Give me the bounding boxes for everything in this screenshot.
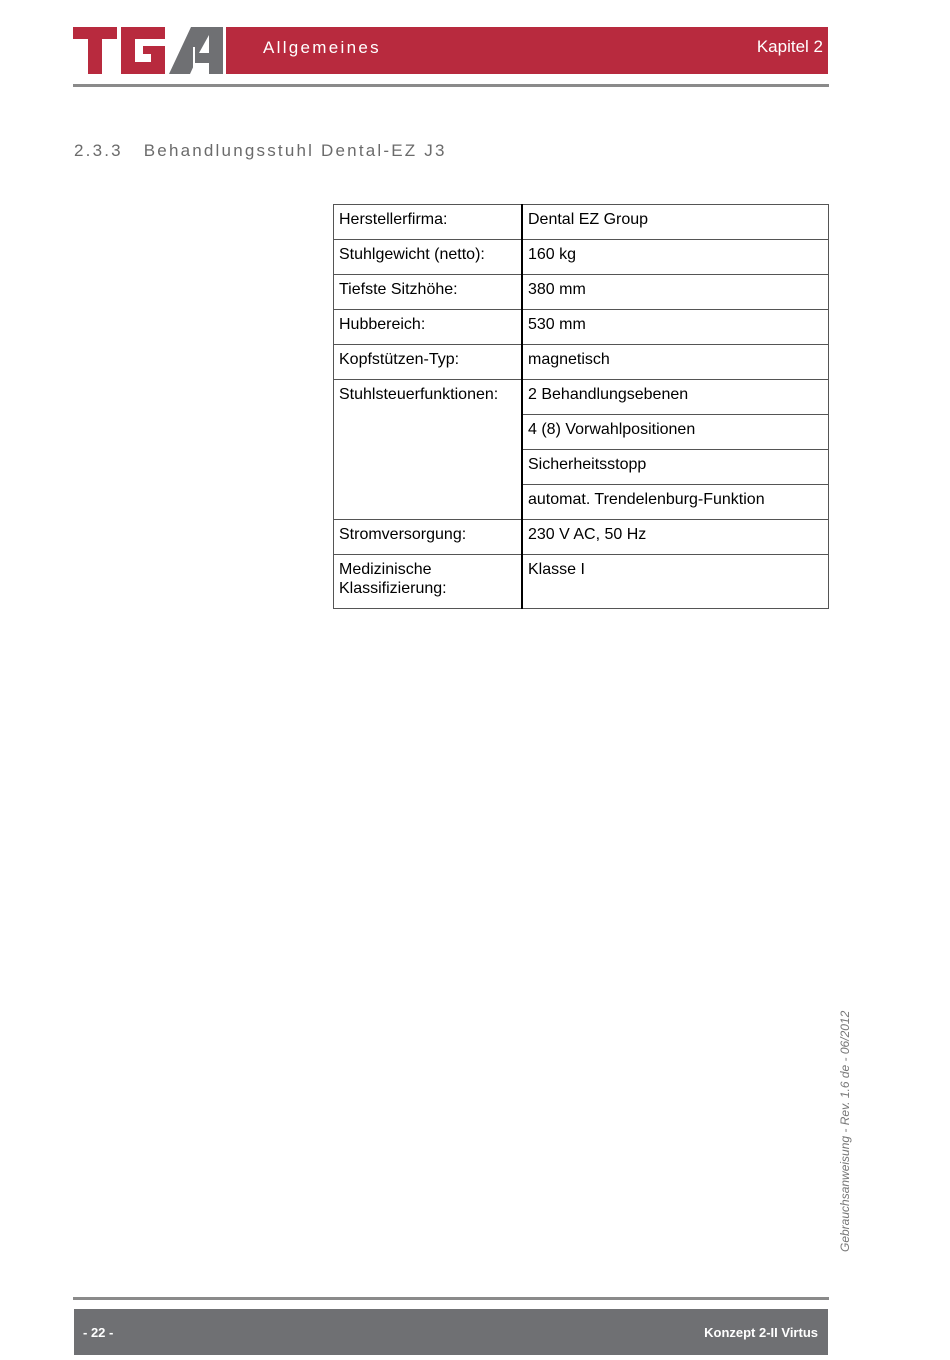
spec-value: automat. Trendelenburg-Funktion	[522, 485, 829, 520]
spec-table	[333, 204, 829, 609]
spec-label-line: Medizinische	[339, 561, 432, 578]
spec-label: Stuhlsteuerfunktionen:	[334, 380, 523, 520]
table-row	[334, 275, 829, 310]
spec-value: Dental EZ Group	[522, 205, 829, 240]
table-row	[334, 205, 829, 240]
section-title: Behandlungsstuhl Dental-EZ J3	[143, 141, 447, 160]
spec-value: Sicherheitsstopp	[522, 450, 829, 485]
table-row	[334, 345, 829, 380]
table-row	[334, 520, 829, 555]
spec-label: Hubbereich:	[334, 310, 523, 345]
tga-logo	[73, 27, 223, 74]
header-bar	[226, 27, 828, 74]
spec-value: Klasse I	[522, 555, 829, 609]
spec-value: 2 Behandlungsebenen	[522, 380, 829, 415]
page-number: - 22 -	[83, 1325, 114, 1340]
footer-bar	[74, 1309, 828, 1355]
spec-label: Herstellerfirma:	[334, 205, 523, 240]
spec-label-line: Klassifizierung:	[339, 580, 447, 597]
table-row	[334, 380, 829, 415]
table-row	[334, 555, 829, 609]
spec-value: magnetisch	[522, 345, 829, 380]
section-number: 2.3.3	[74, 141, 123, 160]
spec-value: 230 V AC, 50 Hz	[522, 520, 829, 555]
spec-label: Stuhlgewicht (netto):	[334, 240, 523, 275]
section-heading	[74, 141, 447, 161]
spec-value: 530 mm	[522, 310, 829, 345]
spec-label: Tiefste Sitzhöhe:	[334, 275, 523, 310]
footer-divider	[73, 1297, 829, 1300]
spec-value: 160 kg	[522, 240, 829, 275]
spec-label	[334, 555, 523, 609]
spec-value: 4 (8) Vorwahlpositionen	[522, 415, 829, 450]
table-row	[334, 310, 829, 345]
table-row	[334, 240, 829, 275]
product-name: Konzept 2-II Virtus	[704, 1325, 818, 1340]
spec-label: Stromversorgung:	[334, 520, 523, 555]
header-chapter-label: Kapitel 2	[756, 37, 823, 56]
spec-value: 380 mm	[522, 275, 829, 310]
spec-label: Kopfstützen-Typ:	[334, 345, 523, 380]
header-section-title: Allgemeines	[263, 38, 381, 57]
header-divider	[73, 84, 829, 87]
revision-note: Gebrauchsanweisung - Rev. 1.6 de - 06/2012	[838, 1010, 852, 1252]
